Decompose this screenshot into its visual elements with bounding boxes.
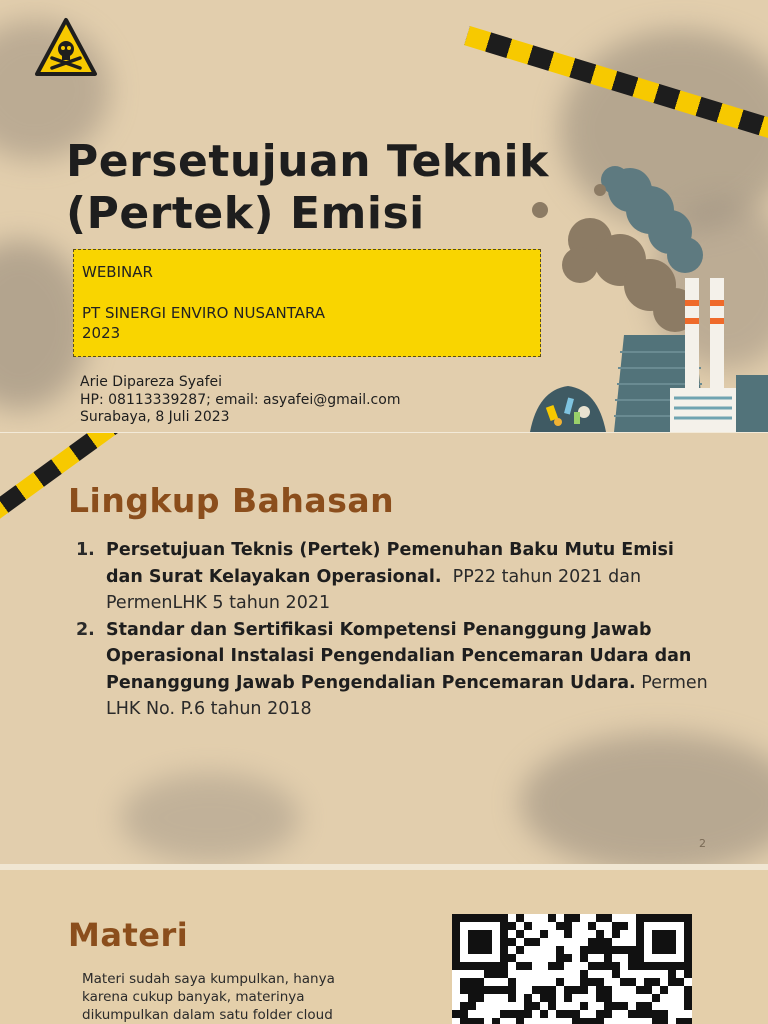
list-item-number: 1. bbox=[76, 540, 95, 560]
list-item-bold: Standar dan Sertifikasi Kompetensi Penanggung Jawab Operasional Instalasi Pengendalian Pencemaran Udara dan Penanggung Jawab Pengendalian Pencemaran Udara. bbox=[106, 619, 692, 693]
page-number: 2 bbox=[699, 837, 706, 850]
list-item bbox=[76, 537, 716, 617]
author-block bbox=[80, 374, 400, 427]
title-line-2: (Pertek) Emisi bbox=[66, 188, 425, 239]
slide-title bbox=[66, 136, 626, 240]
author-contact: HP: 08113339287; email: asyafei@gmail.com bbox=[80, 391, 401, 408]
organizer-name: PT SINERGI ENVIRO NUSANTARA bbox=[82, 304, 326, 322]
materials-slide bbox=[0, 864, 768, 1024]
topic-list bbox=[76, 537, 716, 723]
title-slide bbox=[0, 0, 768, 432]
section-heading: Lingkup Bahasan bbox=[68, 481, 395, 520]
list-item bbox=[76, 617, 716, 723]
event-info-box bbox=[73, 249, 541, 357]
event-year: 2023 bbox=[82, 324, 121, 342]
materials-description: Materi sudah saya kumpulkan, hanya karena cukup banyak, materinya dikumpulkan dalam satu folder cloud bbox=[82, 971, 335, 1023]
qr-code-icon[interactable] bbox=[452, 914, 692, 1024]
author-name: Arie Dipareza Syafei bbox=[80, 374, 223, 390]
title-line-1: Persetujuan Teknik bbox=[66, 136, 549, 187]
waste-pile-icon bbox=[528, 382, 608, 432]
author-place-date: Surabaya, 8 Juli 2023 bbox=[80, 409, 230, 425]
section-heading: Materi bbox=[68, 916, 189, 954]
list-item-normal: PP22 tahun 2021 dan PermenLHK 5 tahun 2021 bbox=[106, 566, 647, 613]
list-item-normal: Permen LHK No. P.6 tahun 2018 bbox=[106, 672, 714, 719]
event-type: WEBINAR bbox=[82, 263, 153, 281]
smoke-cloud-bottom-left bbox=[120, 773, 300, 863]
list-item-number: 2. bbox=[76, 619, 95, 640]
smoke-cloud-bottom-right bbox=[520, 733, 768, 864]
list-item-bold: Persetujuan Teknis (Pertek) Pemenuhan Baku Mutu Emisi dan Surat Kelayakan Operasional. bbox=[106, 540, 674, 587]
hazard-skull-icon bbox=[34, 16, 98, 80]
scope-slide bbox=[0, 432, 768, 864]
